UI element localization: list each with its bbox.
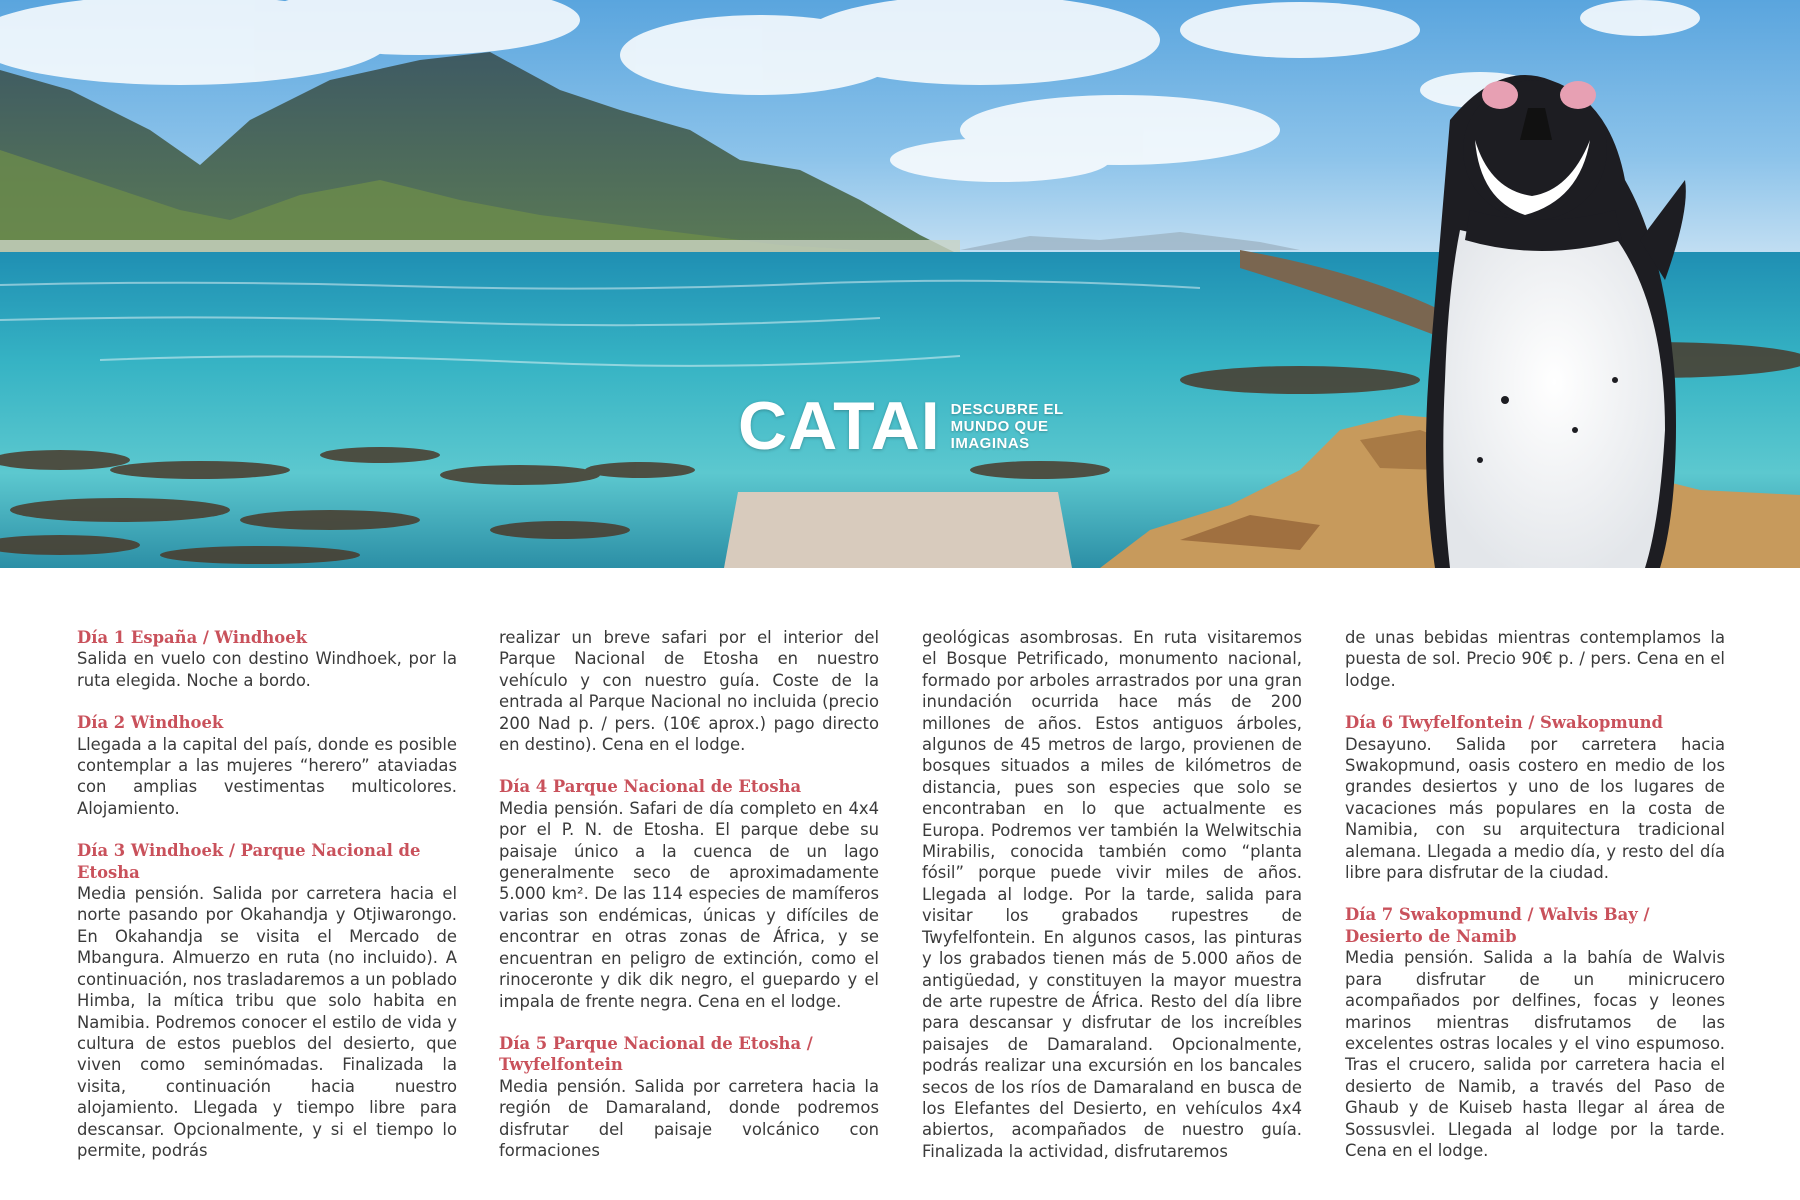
day-text: Salida en vuelo con destino Windhoek, por la ruta elegida. Noche a bordo.	[77, 649, 457, 690]
day-heading: Día 2 Windhoek	[77, 713, 224, 733]
day-block	[77, 712, 457, 819]
day-text: Media pensión. Salida a la bahía de Walvis para disfrutar de un minicrucero acompañados por delfines, focas y leones marinos mientras disfrutamos de las excelentes ostras locales y el vino espumoso. Tras el crucero, salida por carretera hacia el desierto de Namib, a través del Paso de Ghaub y de Kuiseb hasta llegar al área de Sossusvlei. Llegada al lodge por la tarde. Cena en el lodge.	[1345, 948, 1725, 1160]
day-block	[1345, 904, 1725, 1161]
itinerary	[0, 627, 1800, 1187]
day-block	[1345, 712, 1725, 883]
day-block	[922, 627, 1302, 1162]
day-heading: Día 4 Parque Nacional de Etosha	[499, 777, 802, 797]
day-heading: Día 6 Twyfelfontein / Swakopmund	[1345, 713, 1664, 733]
text-column	[1345, 627, 1725, 1161]
tagline-line: DESCUBRE EL	[950, 400, 1064, 418]
day-text: geológicas asombrosas. En ruta visitaremos el Bosque Petrificado, monumento nacional, formado por arboles arrastrados por una gran inundación ocurrida hace más de 200 millones de años. Estos antiguos árboles, algunos de 45 metros de largo, provienen de bosques situados a miles de kilómetros de distancia, pues son especies que solo se encontraban en lo que actualmente es Europa. Podremos ver también la Welwitschia Mirabilis, conocida también como “planta fósil” porque puede vivir miles de años. Llegada al lodge. Por la tarde, salida para visitar los grabados rupestres de Twyfelfontein. En algunos casos, las pinturas y los grabados tienen más de 5.000 años de antigüedad, y constituyen la mayor muestra de arte rupestre de África. Resto del día libre para descansar y disfrutar de los increíbles paisajes de Damaraland. Opcionalmente, podrás realizar una excursión en los bancales secos de los ríos de Damaraland en busca de los Elefantes del Desierto, en vehículos 4x4 abiertos, acompañados de nuestro guía. Finalizada la actividad, disfrutaremos	[922, 628, 1302, 1161]
day-block	[499, 627, 879, 755]
hero-photo	[0, 0, 1800, 568]
day-text: Media pensión. Safari de día completo en 4x4 por el P. N. de Etosha. El parque debe su paisaje único a la cuenca de un lago generalmente seco de aproximadamente 5.000 km². De las 114 especies de mamíferos varias son endémicas, únicas y difíciles de encontrar en otras zonas de África, y se encuentran en peligro de extinción, como el rinoceronte y dik dik negro, el guepardo y el impala de frente negra. Cena en el lodge.	[499, 798, 879, 1011]
brand-tagline	[951, 401, 1064, 452]
tagline-line: MUNDO QUE	[950, 417, 1049, 435]
day-block	[77, 627, 457, 691]
brand-logo	[738, 388, 1064, 464]
tagline-line: IMAGINAS	[950, 434, 1030, 452]
day-text: Desayuno. Salida por carretera hacia Swakopmund, oasis costero en medio de los grandes desiertos y uno de los lugares de vacaciones más populares en la costa de Namibia, con su arquitectura tradicional alemana. Llegada a medio día, y resto del día libre para disfrutar de la ciudad.	[1345, 734, 1725, 883]
sand-tab-shape	[724, 492, 1072, 568]
text-column	[499, 627, 879, 1161]
day-text: realizar un breve safari por el interior del Parque Nacional de Etosha en nuestro vehículo y con nuestro guía. Coste de la entrada al Parque Nacional no incluida (precio 200 Nad p. / pers. (10€ aprox.) pago directo en destino). Cena en el lodge.	[499, 628, 879, 755]
day-text: Media pensión. Salida por carretera hacia la región de Damaraland, donde podremos disfrutar del paisaje volcánico con formaciones	[499, 1076, 879, 1160]
day-heading: Día 1 España / Windhoek	[77, 628, 307, 647]
day-text: de unas bebidas mientras contemplamos la puesta de sol. Precio 90€ p. / pers. Cena en el lodge.	[1345, 628, 1725, 690]
day-text: Llegada a la capital del país, donde es posible contemplar a las mujeres “herero” ataviadas con amplias vestimentas multicolores. Alojamiento.	[77, 734, 457, 818]
day-heading: Día 7 Swakopmund / Walvis Bay / Desierto de Namib	[1345, 905, 1650, 946]
text-column	[922, 627, 1302, 1162]
day-block	[1345, 627, 1725, 691]
day-block	[499, 776, 879, 1011]
brand-name: CATAI	[738, 388, 941, 464]
day-block	[499, 1033, 879, 1161]
day-text: Media pensión. Salida por carretera hacia el norte pasando por Okahandja y Otjiwarongo. En Okahandja se visita el Mercado de Mbangura. Almuerzo en ruta (no incluido). A continuación, nos trasladaremos a un poblado Himba, la mítica tribu que solo habita en Namibia. Podremos conocer el estilo de vida y cultura de estos pueblos del desierto, que viven como seminómadas. Finalizada la visita, continuación hacia nuestro alojamiento. Llegada y tiempo libre para descansar. Opcionalmente, y si el tiempo lo permite, podrás	[77, 884, 457, 1160]
day-heading: Día 3 Windhoek / Parque Nacional de Etosha	[77, 841, 421, 882]
day-heading: Día 5 Parque Nacional de Etosha / Twyfelfontein	[499, 1033, 813, 1075]
day-block	[77, 840, 457, 1161]
text-column	[77, 627, 457, 1161]
coastal-landscape-illustration	[0, 0, 1800, 568]
